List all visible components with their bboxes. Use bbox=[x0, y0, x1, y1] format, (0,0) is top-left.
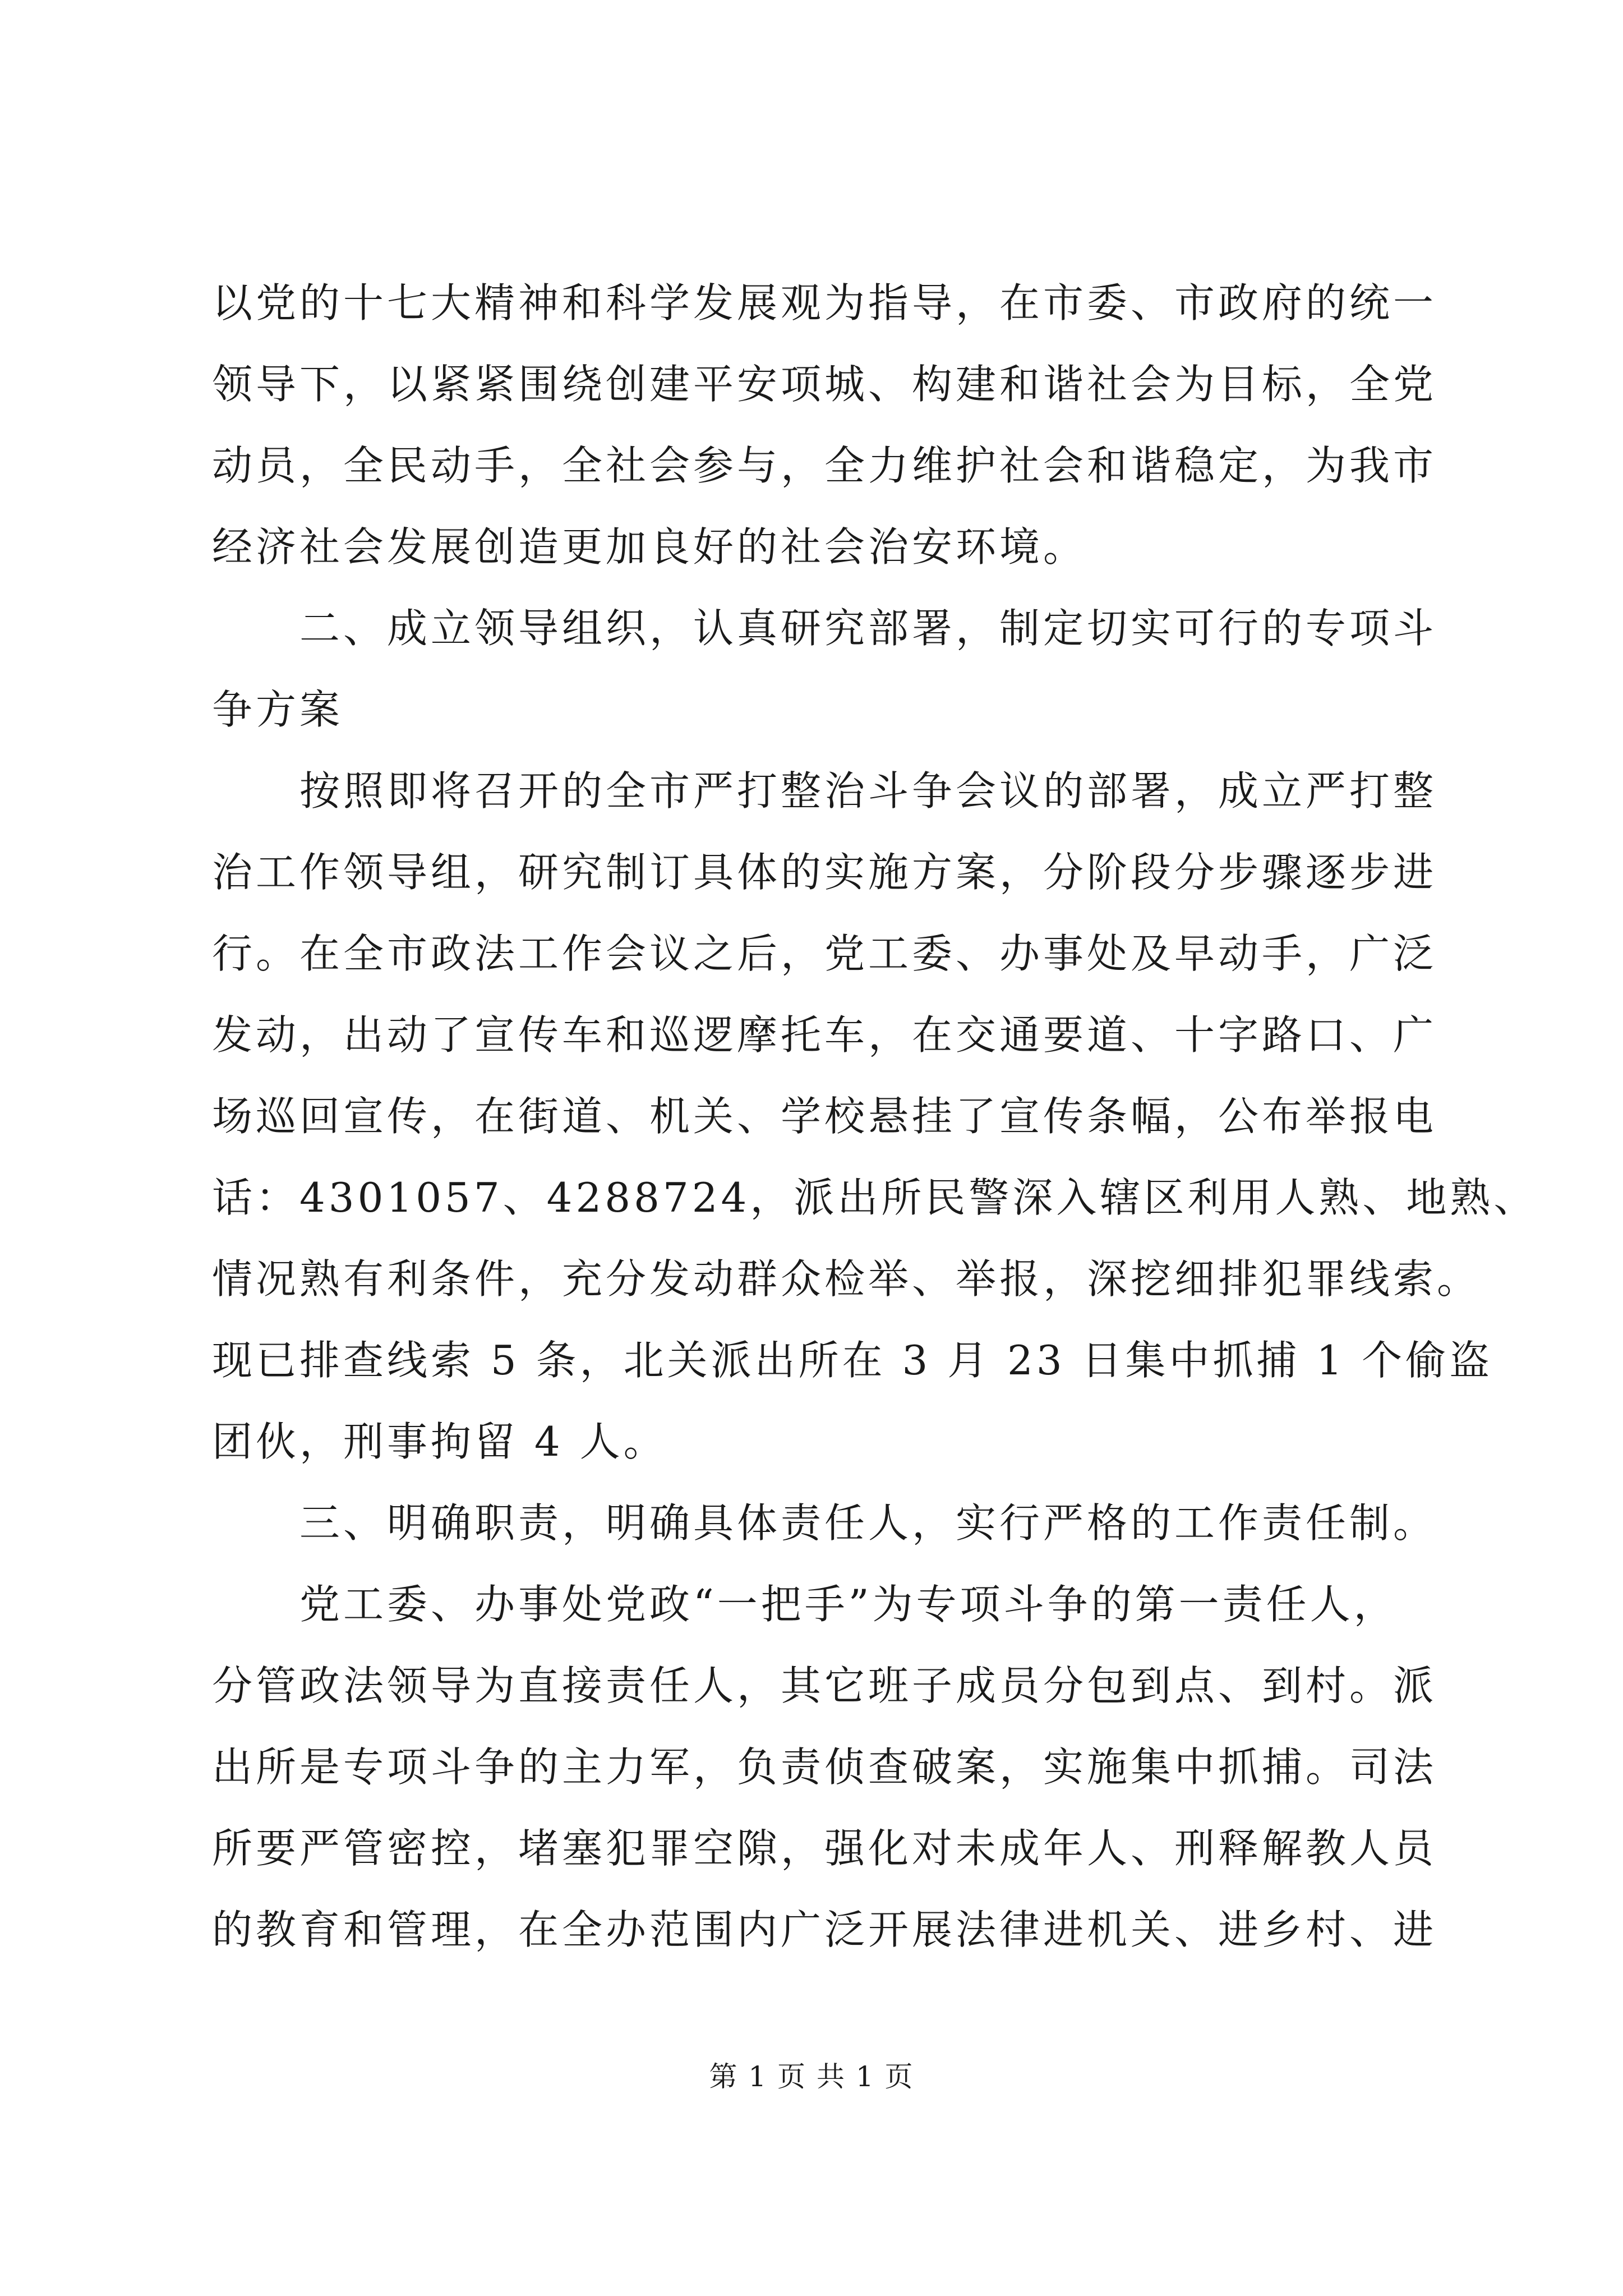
section-heading-line: 争方案 bbox=[212, 686, 344, 733]
text-line: 团伙，刑事拘留 4 人。 bbox=[212, 1418, 667, 1465]
text-line: 场巡回宣传，在街道、机关、学校悬挂了宣传条幅，公布举报电 bbox=[212, 1093, 1437, 1140]
text-line: 出所是专项斗争的主力军，负责侦查破案，实施集中抓捕。司法 bbox=[212, 1743, 1437, 1791]
text-line: 情况熟有利条件，充分发动群众检举、举报，深挖细排犯罪线索。 bbox=[212, 1255, 1481, 1303]
text-line: 领导下，以紧紧围绕创建平安项城、构建和谐社会为目标，全党 bbox=[212, 361, 1437, 408]
text-line: 治工作领导组，研究制订具体的实施方案，分阶段分步骤逐步进 bbox=[212, 849, 1437, 896]
text-line: 按照即将召开的全市严打整治斗争会议的部署，成立严打整 bbox=[299, 767, 1437, 815]
text-line: 以党的十七大精神和科学发展观为指导，在市委、市政府的统一 bbox=[212, 279, 1437, 326]
section-heading-line: 二、成立领导组织，认真研究部署，制定切实可行的专项斗 bbox=[299, 605, 1437, 652]
text-line: 党工委、办事处党政“一把手”为专项斗争的第一责任人， bbox=[299, 1581, 1398, 1628]
text-line: 分管政法领导为直接责任人，其它班子成员分包到点、到村。派 bbox=[212, 1662, 1437, 1709]
text-line: 现已排查线索 5 条，北关派出所在 3 月 23 日集中抓捕 1 个偷盗 bbox=[212, 1337, 1493, 1384]
text-line: 经济社会发展创造更加良好的社会治安环境。 bbox=[212, 523, 1087, 570]
text-line: 发动，出动了宣传车和巡逻摩托车，在交通要道、十字路口、广 bbox=[212, 1011, 1437, 1059]
text-line: 行。在全市政法工作会议之后，党工委、办事处及早动手，广泛 bbox=[212, 930, 1437, 977]
text-line: 的教育和管理，在全办范围内广泛开展法律进机关、进乡村、进 bbox=[212, 1906, 1437, 1953]
text-line: 所要严管密控，堵塞犯罪空隙，强化对未成年人、刑释解教人员 bbox=[212, 1825, 1437, 1872]
section-heading-line: 三、明确职责，明确具体责任人，实行严格的工作责任制。 bbox=[299, 1499, 1437, 1547]
document-body bbox=[212, 263, 1538, 1971]
page-number-footer: 第 1 页 共 1 页 bbox=[709, 2060, 914, 2093]
text-line: 动员，全民动手，全社会参与，全力维护社会和谐稳定，为我市 bbox=[212, 442, 1437, 489]
text-line: 话：4301057、4288724，派出所民警深入辖区利用人熟、地熟、 bbox=[212, 1174, 1538, 1221]
